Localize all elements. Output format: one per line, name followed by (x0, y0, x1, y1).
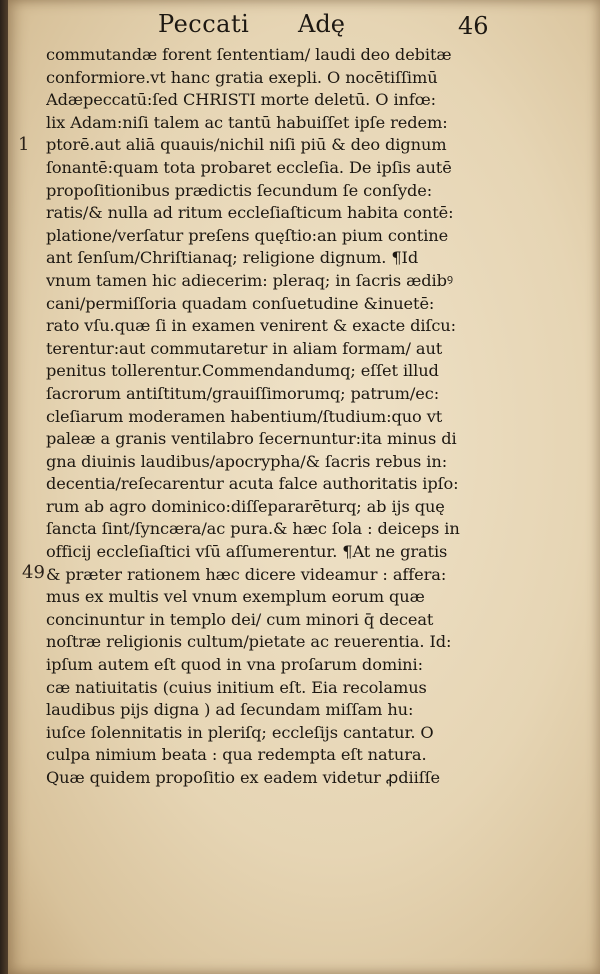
running-head-left: Peccati (158, 10, 250, 38)
text-line: Quæ quidem propoſitio ex eadem videtur ꝓdiiſſe (46, 768, 440, 787)
text-line: Adæpeccatū:ſed CHRISTI morte deletū. O infœ: (46, 90, 437, 110)
text-line: ipſum autem eſt quod in vna proſarum domini: (46, 655, 423, 675)
text-line: noſtræ religionis cultum/pietate ac reuerentia. Id: (46, 632, 452, 652)
page-number: 46 (458, 12, 489, 40)
text-line: commutandæ forent ſententiam/ laudi deo debitæ (46, 45, 452, 64)
text-line: & præter rationem hæc dicere videamur : affera: (46, 564, 447, 584)
text-line: lix Adam:niſi talem ac tantū habuiſſet ipſe redem: (46, 112, 448, 132)
body-text (46, 44, 496, 790)
text-line: platione/verſatur preſens quęſtio:an pium contine (46, 225, 449, 245)
running-head-right: Adę (298, 10, 345, 38)
text-line: ſacrorum antiſtitum/grauiſſimorumq; patrum/ec: (46, 383, 440, 403)
text-line: laudibus pijs digna ) ad ſecundam miſſam hu: (46, 700, 414, 720)
margin-note-top: 1 (18, 134, 30, 155)
text-line: concinuntur in templo dei/ cum minori q̄ deceat (46, 609, 434, 629)
text-line: culpa nimium beata : qua redempta eſt natura. (46, 745, 427, 765)
text-line: officij eccleſiaſtici vſū aſſumerentur. ¶At ne gratis (46, 542, 448, 562)
text-line: gna diuinis laudibus/apocrypha/& ſacris rebus in: (46, 451, 448, 471)
book-page (8, 0, 600, 974)
text-line: ant ſenſum/Chriſtianaq; religione dignum. ¶Id (46, 248, 419, 268)
text-line: mus ex multis vel vnum exemplum eorum quæ (46, 587, 425, 607)
text-line: rato vſu.quæ ſi in examen venirent & exacte diſcu: (46, 316, 456, 336)
margin-note-bottom: 49 (22, 562, 45, 583)
text-line: cleſiarum moderamen habentium/ſtudium:quo vt (46, 406, 443, 426)
text-line: rum ab agro dominico:diſſepararēturq; ab ijs quę (46, 496, 445, 516)
text-line: paleæ a granis ventilabro ſecernuntur:ita minus di (46, 429, 457, 449)
text-line: terentur:aut commutaretur in aliam formam/ aut (46, 338, 443, 358)
text-line: cæ natiuitatis (cuius initium eſt. Eia recolamus (46, 677, 427, 697)
text-line: ratis/& nulla ad ritum eccleſiaſticum habita contē: (46, 203, 454, 223)
text-line: penitus tollerentur.Commendandumq; eſſet illud (46, 361, 439, 381)
text-line: ſonantē:quam tota probaret eccleſia. De ipſis autē (46, 157, 452, 177)
text-line: decentia/reſecarentur acuta falce authoritatis ipſo: (46, 474, 459, 494)
text-line: iuſce ſolennitatis in pleriſq; eccleſijs cantatur. O (46, 722, 434, 742)
text-line: cani/permiſſoria quadam conſuetudine &inuetē: (46, 293, 435, 313)
text-line: propoſitionibus prædictis ſecundum ſe conſyde: (46, 180, 433, 200)
text-line: ptorē.aut aliā quauis/nichil niſi piū & deo dignum (46, 135, 447, 155)
text-line: conformiore.vt hanc gratia exepli. O nocētiſſimū (46, 67, 438, 87)
text-line: ſancta ſint/ſyncæra/ac pura.& hæc ſola : deiceps in (46, 519, 460, 539)
text-line: vnum tamen hic adiecerim: pleraq; in ſacris ædibꝰ (46, 270, 453, 290)
